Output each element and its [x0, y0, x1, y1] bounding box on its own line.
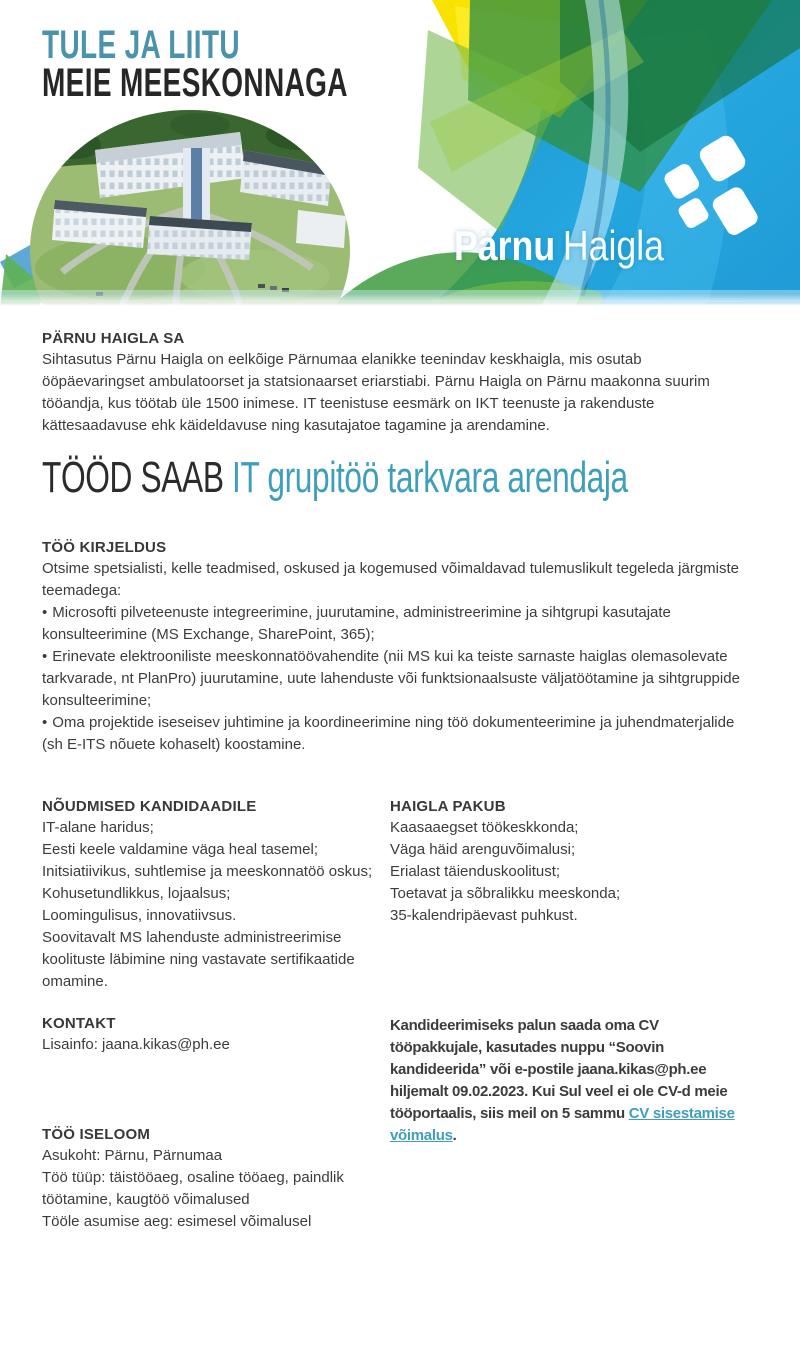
iseloom-list [42, 1145, 390, 1233]
list-item: Eesti keele valdamine väga heal tasemel; [42, 841, 318, 858]
section-pakub [390, 798, 745, 927]
list-item: Töö tüüp: täistööaeg, osaline tööaeg, paindlik töötamine, kaugtöö võimalused [42, 1169, 344, 1208]
contact-apply-columns [42, 1015, 745, 1233]
job-ad-content [0, 308, 800, 1353]
list-item: Erialast täienduskoolitust; [390, 863, 561, 880]
cv-sisestamise-link[interactable]: CV sisestamise võimalus [390, 1105, 735, 1144]
apply-text-before: Kandideerimiseks palun saada oma CV tööpakkujale, kasutades nuppu “Soovin kandideerida” või e-postile jaana.kikas@ph.ee hiljemalt 09.02.2023. Kui Sul veel ei ole CV-d meie tööportaalis, siis meil on 5 sammu [390, 1017, 728, 1122]
section-noudmised [42, 798, 390, 993]
pakub-heading: HAIGLA PAKUB [390, 798, 506, 815]
too-kirjeldus-bullets [42, 602, 745, 756]
bullet-text: Oma projektide iseseisev juhtimine ja koordineerimine ning töö dokumenteerimine ja juhendmaterjalide (sh E-ITS nõuete kohaselt) koostamine. [42, 714, 735, 753]
job-title [42, 453, 628, 503]
list-item: Toetavat ja sõbralikku meeskonda; [390, 885, 621, 902]
kontakt-heading: KONTAKT [42, 1015, 116, 1032]
noudmised-list [42, 817, 390, 993]
apply-text-after: . [452, 1127, 457, 1144]
bullet-text: Erinevate elektrooniliste meeskonnatöövahendite (nii MS kui ka teiste sarnaste haiglas olemasolevate tarkvarade, nt PlanPro) juurutamine, uute lahenduste või funktsionaalsuste väljatöötamine ja sihtgruppide konsulteerimine; [42, 648, 740, 709]
too-kirjeldus-heading: TÖÖ KIRJELDUS [42, 539, 167, 556]
list-item: Initsiatiivikus, suhtlemise ja meeskonnatöö oskus; [42, 863, 373, 880]
headline-line2: MEIE MEESKONNAGA [42, 61, 348, 105]
bullet-text: Microsofti pilveteenuste integreerimine, juurutamine, administreerimine ja sihtgrupi kasutajate konsulteerimine (MS Exchange, SharePoint, 365); [42, 604, 671, 643]
company-description: Sihtasutus Pärnu Haigla on eelkõige Pärnumaa elanikke teenindav keskhaigla, mis osutab ööpäevaringset ambulatoorset ja statsionaarset eriarstiabi. Pärnu Haigla on Pärnu maakonna suurim tööandja, kus töötab üle 1500 inimese. IT teenistuse eesmärk on IKT teenuste ja rakenduste kättesaadavuse ehk käideldavuse ning kasutajatoe tagamine ja arendamine. [42, 351, 710, 434]
logo-text-bold: Pärnu [454, 222, 556, 269]
list-item: Kaasaaegset töökeskkonda; [390, 819, 579, 836]
noudmised-heading: NÕUDMISED KANDIDAADILE [42, 798, 257, 815]
job-title-role: IT grupitöö tarkvara arendaja [232, 453, 628, 502]
list-item: Loomingulisus, innovatiivsus. [42, 907, 237, 924]
banner [0, 0, 800, 308]
bullet-marker: • [42, 604, 48, 621]
bullet-item [42, 712, 745, 756]
list-item: 35-kalendripäevast puhkust. [390, 907, 578, 924]
headline-line1: TULE JA LIITU [42, 23, 240, 67]
iseloom-heading: TÖÖ ISELOOM [42, 1126, 151, 1143]
logo-text-light: Haigla [562, 222, 665, 269]
bullet-item [42, 646, 745, 712]
banner-headline [42, 23, 348, 105]
kontakt-info: Lisainfo: jaana.kikas@ph.ee [42, 1036, 230, 1053]
section-too-iseloom [42, 1126, 390, 1233]
left-column [42, 1015, 390, 1233]
list-item: Väga häid arenguvõimalusi; [390, 841, 576, 858]
job-title-prefix: TÖÖD SAAB [42, 453, 233, 502]
list-item: IT-alane haridus; [42, 819, 154, 836]
bullet-marker: • [42, 648, 48, 665]
section-kontakt [42, 1015, 390, 1056]
list-item: Asukoht: Pärnu, Pärnumaa [42, 1147, 223, 1164]
pakub-list [390, 817, 745, 927]
apply-instructions [390, 1015, 745, 1147]
too-kirjeldus-intro: Otsime spetsialisti, kelle teadmised, oskused ja kogemused võimaldavad tulemuslikult tegeleda järgmiste teemadega: [42, 560, 740, 599]
parnu-haigla-logo-text [454, 222, 664, 270]
bullet-item [42, 602, 745, 646]
requirements-offer-columns [42, 798, 745, 993]
apply-text [390, 1015, 745, 1147]
list-item: Kohusetundlikkus, lojaalsus; [42, 885, 231, 902]
list-item: Soovitavalt MS lahenduste administreerimise koolituste läbimine ning vastavate sertifikaatide omamine. [42, 929, 355, 990]
company-name-heading: PÄRNU HAIGLA SA [42, 330, 185, 347]
bullet-marker: • [42, 714, 48, 731]
section-too-kirjeldus [42, 539, 745, 756]
list-item: Tööle asumise aeg: esimesel võimalusel [42, 1213, 312, 1230]
